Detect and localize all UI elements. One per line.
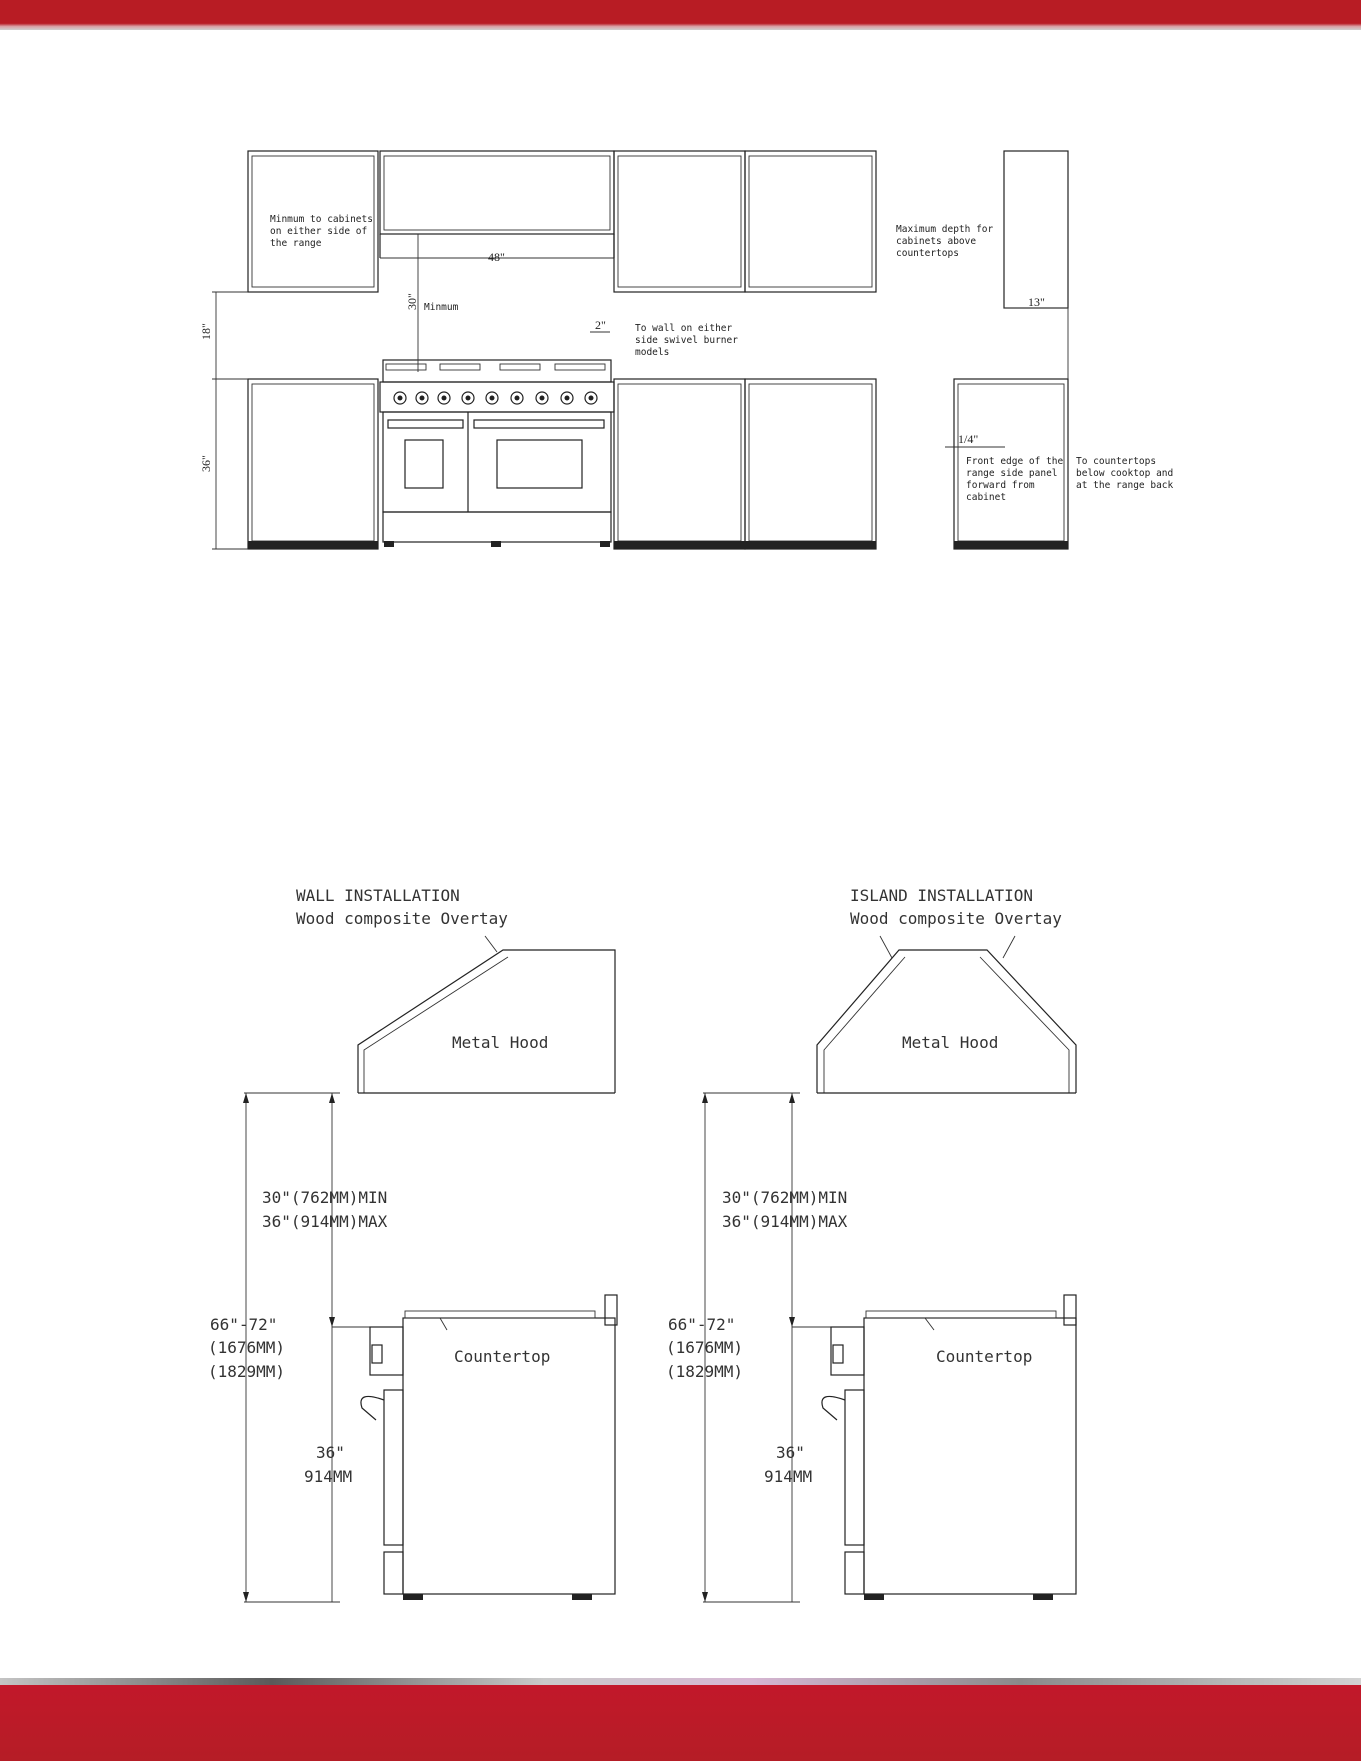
- island-countertop-label: Countertop: [936, 1347, 1033, 1366]
- dim-quarter-inch: 1/4": [958, 432, 979, 446]
- wall-countertop-label: Countertop: [454, 1347, 551, 1366]
- label-minimum: Minmum: [424, 302, 459, 313]
- label-countertops: To countertops below cooktop and at the range back: [1076, 456, 1174, 491]
- bottom-footer-band: [0, 1678, 1361, 1761]
- island-counter-height: 36" 914MM: [764, 1443, 813, 1486]
- range-knob-center: [515, 396, 520, 401]
- dim-min-height-30: 30": [405, 293, 419, 310]
- dim-upper-gap-18: 18": [199, 323, 213, 340]
- wall-overlay-label: Wood composite Overtay: [296, 909, 508, 928]
- range-knob-center: [565, 396, 570, 401]
- label-front-edge: Front edge of the range side panel forward from cabinet: [966, 456, 1064, 503]
- island-total-height: 66"-72" (1676MM) (1829MM): [666, 1315, 744, 1381]
- wall-min-clearance: 30"(762MM)MIN: [262, 1188, 388, 1207]
- lower-cabinets: [248, 379, 1068, 549]
- range-knob-center: [589, 396, 594, 401]
- range-knob-center: [490, 396, 495, 401]
- wall-dimension-lines: [243, 1093, 400, 1602]
- dim-width-48: 48": [488, 250, 505, 264]
- label-max-depth: Maximum depth for cabinets above countertops: [896, 224, 994, 259]
- dim-wall-gap-2: 2": [595, 318, 606, 332]
- range-knob-center: [442, 396, 447, 401]
- dim-depth-13: 13": [1028, 295, 1045, 309]
- kitchen-elevation-drawing: [0, 0, 1361, 600]
- dim-counter-height-36: 36": [199, 455, 213, 472]
- elevation-dimension-lines: [212, 234, 1068, 549]
- island-hood: [817, 936, 1076, 1093]
- wall-hood-label: Metal Hood: [452, 1033, 549, 1052]
- island-overlay-label: Wood composite Overtay: [850, 909, 1062, 928]
- wall-range-side: [361, 1295, 617, 1600]
- island-max-clearance: 36"(914MM)MAX: [722, 1212, 848, 1231]
- island-hood-label: Metal Hood: [902, 1033, 999, 1052]
- range-appliance: [380, 360, 614, 547]
- wall-title: WALL INSTALLATION: [296, 886, 460, 905]
- island-title: ISLAND INSTALLATION: [850, 886, 1034, 905]
- range-knob-center: [420, 396, 425, 401]
- island-range-side: [822, 1295, 1076, 1600]
- wall-max-clearance: 36"(914MM)MAX: [262, 1212, 388, 1231]
- island-dimension-lines: [702, 1093, 862, 1602]
- range-knob-center: [398, 396, 403, 401]
- island-min-clearance: 30"(762MM)MIN: [722, 1188, 848, 1207]
- label-min-cabinets: Minmum to cabinets on either side of the range: [270, 214, 373, 249]
- range-knob-center: [540, 396, 545, 401]
- wall-hood: [358, 936, 615, 1093]
- wall-total-height: 66"-72" (1676MM) (1829MM): [208, 1315, 286, 1381]
- range-knob-center: [466, 396, 471, 401]
- wall-counter-height: 36" 914MM: [304, 1443, 353, 1486]
- label-to-wall: To wall on either side swivel burner models: [635, 323, 738, 358]
